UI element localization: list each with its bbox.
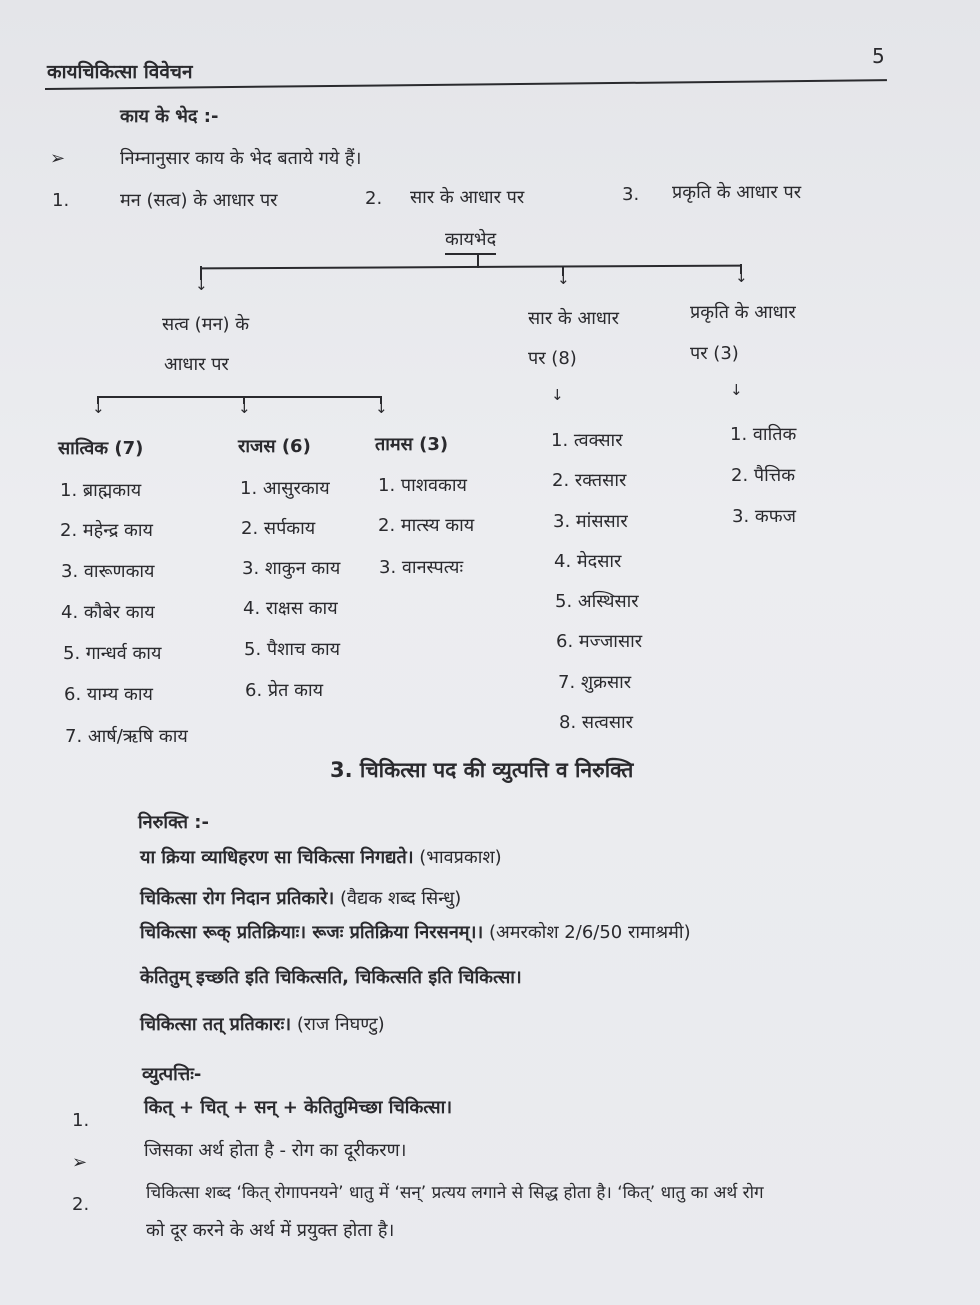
arrow-down-icon: ↓ bbox=[238, 399, 251, 417]
arrow-down-icon: ↓ bbox=[195, 276, 208, 294]
basis-2-num: 2. bbox=[365, 188, 383, 209]
list-item: 3. वानस्पत्यः bbox=[379, 557, 464, 578]
item-2-num: 2. bbox=[72, 1194, 90, 1215]
quote-source: (भावप्रकाश) bbox=[419, 847, 502, 868]
list-item: 1. ब्राह्मकाय bbox=[60, 480, 142, 501]
list-item: 1. वातिक bbox=[730, 424, 797, 445]
item-2-line2: को दूर करने के अर्थ में प्रयुक्त होता है। bbox=[146, 1220, 395, 1241]
basis-1-num: 1. bbox=[52, 190, 70, 211]
running-header-title: कायचिकित्सा विवेचन bbox=[47, 61, 193, 83]
kaay-bhed-heading: काय के भेद :- bbox=[120, 106, 219, 127]
quote-5 bbox=[140, 1012, 385, 1036]
arrow-down-icon: ↓ bbox=[557, 270, 570, 288]
item-1-num: 1. bbox=[72, 1110, 90, 1131]
satva-branch-line bbox=[97, 396, 382, 398]
list-item: 8. सत्वसार bbox=[559, 712, 634, 733]
quote-4 bbox=[140, 965, 522, 989]
arrow-down-icon: ↓ bbox=[551, 386, 564, 404]
bullet-marker: ➢ bbox=[72, 1152, 88, 1173]
quote-source: (राज निघण्टु) bbox=[296, 1014, 385, 1035]
tree-root-label: कायभेद bbox=[445, 227, 496, 255]
quote-3 bbox=[140, 920, 691, 944]
quote-text: केतितुम् इच्छति इति चिकित्सति, चिकित्सति इति चिकित्सा। bbox=[140, 967, 522, 988]
bullet-text: जिसका अर्थ होता है - रोग का दूरीकरण। bbox=[144, 1140, 407, 1161]
quote-text: चिकित्सा रोग निदान प्रतिकारे। bbox=[140, 888, 335, 909]
list-item: 2. रक्तसार bbox=[552, 470, 627, 491]
page-number: 5 bbox=[872, 44, 885, 68]
arrow-down-icon: ↓ bbox=[375, 399, 388, 417]
arrow-down-icon: ↓ bbox=[730, 381, 743, 399]
list-item: 5. अस्थिसार bbox=[555, 591, 639, 612]
list-item: 6. याम्य काय bbox=[64, 684, 153, 705]
bullet-marker: ➢ bbox=[50, 148, 66, 169]
list-item: 3. कफज bbox=[732, 506, 796, 527]
branch-prakriti-line1: प्रकृति के आधार bbox=[690, 302, 796, 323]
basis-2-text: सार के आधार पर bbox=[410, 187, 525, 208]
item-1-text: कित् + चित् + सन् + केतितुमिच्छा चिकित्सा। bbox=[144, 1097, 453, 1118]
quote-source: (वैद्यक शब्द सिन्धु) bbox=[339, 888, 462, 909]
quote-source: (अमरकोश 2/6/50 रामाश्रमी) bbox=[488, 922, 691, 943]
list-item: 3. वारूणकाय bbox=[61, 561, 155, 582]
item-2-line1: चिकित्सा शब्द ‘कित् रोगापनयने’ धातु में ‘सन्’ प्रत्यय लगाने से सिद्ध होता है। ‘कित्’ धातु का अर्थ रोग bbox=[146, 1183, 764, 1203]
list-item: 1. आसुरकाय bbox=[240, 478, 330, 499]
list-item: 7. आर्ष/ऋषि काय bbox=[65, 726, 188, 747]
list-item: 3. मांससार bbox=[553, 511, 628, 532]
nirukti-heading: निरुक्ति :- bbox=[138, 812, 209, 833]
list-item: 2. महेन्द्र काय bbox=[60, 520, 153, 541]
basis-3-num: 3. bbox=[622, 184, 640, 205]
list-item: 1. त्वक्सार bbox=[551, 430, 623, 451]
top-branch-line bbox=[200, 265, 741, 270]
list-item: 4. मेदसार bbox=[554, 551, 622, 572]
branch-satva-line1: सत्व (मन) के bbox=[162, 314, 250, 335]
quote-text: चिकित्सा रूक् प्रतिक्रियाः। रूजः प्रतिक्रिया निरसनम्।। bbox=[140, 922, 484, 943]
section-title: 3. चिकित्सा पद की व्युत्पत्ति व निरुक्ति bbox=[330, 758, 634, 782]
list-item: 5. पैशाच काय bbox=[244, 639, 341, 660]
basis-1-text: मन (सत्व) के आधार पर bbox=[120, 190, 278, 211]
list-item: 6. मज्जासार bbox=[556, 631, 643, 652]
quote-1 bbox=[140, 845, 502, 869]
rajas-title: राजस (6) bbox=[238, 436, 311, 457]
basis-3-text: प्रकृति के आधार पर bbox=[672, 182, 802, 203]
branch-satva-line2: आधार पर bbox=[164, 354, 229, 375]
list-item: 2. पैत्तिक bbox=[731, 465, 796, 486]
branch-prakriti-line2: पर (3) bbox=[690, 343, 739, 364]
quote-text: या क्रिया व्याधिहरण सा चिकित्सा निगद्यते। bbox=[140, 847, 414, 868]
branch-saar-line1: सार के आधार bbox=[528, 308, 619, 329]
tamas-title: तामस (3) bbox=[375, 434, 449, 455]
list-item: 6. प्रेत काय bbox=[245, 680, 324, 701]
satvik-title: सात्विक (7) bbox=[58, 438, 144, 459]
quote-2 bbox=[140, 886, 461, 910]
list-item: 7. शुक्रसार bbox=[558, 672, 632, 693]
list-item: 4. राक्षस काय bbox=[243, 598, 338, 619]
vyutpatti-heading: व्युत्पत्तिः- bbox=[142, 1064, 202, 1085]
list-item: 2. मात्स्य काय bbox=[378, 515, 475, 536]
list-item: 3. शाकुन काय bbox=[242, 558, 341, 579]
arrow-down-icon: ↓ bbox=[92, 399, 105, 417]
list-item: 5. गान्धर्व काय bbox=[63, 643, 162, 664]
quote-text: चिकित्सा तत् प्रतिकारः। bbox=[140, 1014, 292, 1035]
list-item: 1. पाशवकाय bbox=[378, 475, 467, 496]
kaay-bhed-intro: निम्नानुसार काय के भेद बताये गये हैं। bbox=[120, 148, 362, 169]
arrow-down-icon: ↓ bbox=[735, 268, 748, 286]
branch-saar-line2: पर (8) bbox=[528, 348, 577, 369]
list-item: 2. सर्पकाय bbox=[241, 518, 316, 539]
list-item: 4. कौबेर काय bbox=[61, 602, 155, 623]
